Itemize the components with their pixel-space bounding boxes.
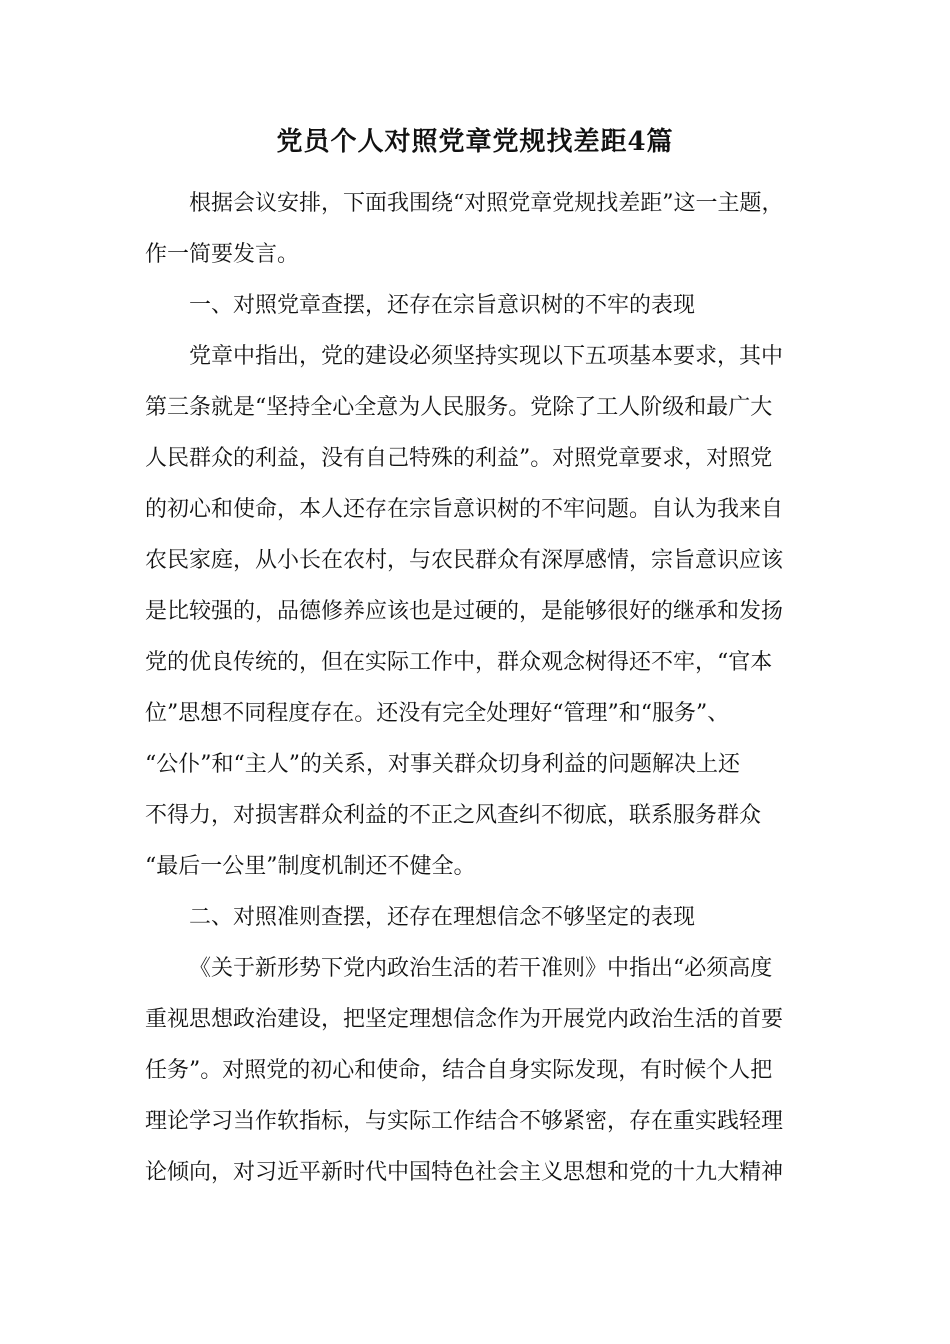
paragraph-line: 任务”。对照党的初心和使命，结合自身实际发现，有时候个人把 (145, 1058, 773, 1083)
paragraph-line: 论倾向，对习近平新时代中国特色社会主义思想和党的十九大精神 (145, 1160, 784, 1185)
paragraph-line: 位”思想不同程度存在。还没有完全处理好“管理”和“服务”、 (145, 701, 730, 726)
paragraph-line: 是比较强的，品德修养应该也是过硬的，是能够很好的继承和发扬 (145, 599, 784, 624)
section-heading-1: 一、对照党章查摆，还存在宗旨意识树的不牢的表现 (189, 293, 696, 318)
paragraph-line: 理论学习当作软指标，与实际工作结合不够紧密，存在重实践轻理 (145, 1109, 784, 1134)
document-title: 党员个人对照党章党规找差距4篇 (276, 127, 674, 157)
paragraph-line: 的初心和使命，本人还存在宗旨意识树的不牢问题。自认为我来自 (145, 497, 784, 522)
paragraph-line: 党章中指出，党的建设必须坚持实现以下五项基本要求，其中 (189, 344, 784, 369)
paragraph-line: 不得力，对损害群众利益的不正之风查纠不彻底，联系服务群众 (145, 803, 762, 828)
paragraph-line: 第三条就是“坚持全心全意为人民服务。党除了工人阶级和最广大 (145, 395, 773, 420)
paragraph-line: 重视思想政治建设，把坚定理想信念作为开展党内政治生活的首要 (145, 1007, 784, 1032)
paragraph-line: 《关于新形势下党内政治生活的若干准则》中指出“必须高度 (189, 956, 773, 981)
paragraph-line: 人民群众的利益，没有自己特殊的利益”。对照党章要求，对照党 (145, 446, 773, 471)
paragraph-line: 农民家庭，从小长在农村，与农民群众有深厚感情，宗旨意识应该 (145, 548, 784, 573)
paragraph-line: “最后一公里”制度机制还不健全。 (145, 854, 476, 879)
paragraph-line: 作一简要发言。 (145, 242, 300, 267)
paragraph-line: 党的优良传统的，但在实际工作中，群众观念树得还不牢，“官本 (145, 650, 773, 675)
paragraph-line: “公仆”和“主人”的关系，对事关群众切身利益的问题解决上还 (145, 752, 740, 777)
section-heading-2: 二、对照准则查摆，还存在理想信念不够坚定的表现 (189, 905, 696, 930)
paragraph-line: 根据会议安排，下面我围绕“对照党章党规找差距”这一主题， (189, 191, 784, 216)
